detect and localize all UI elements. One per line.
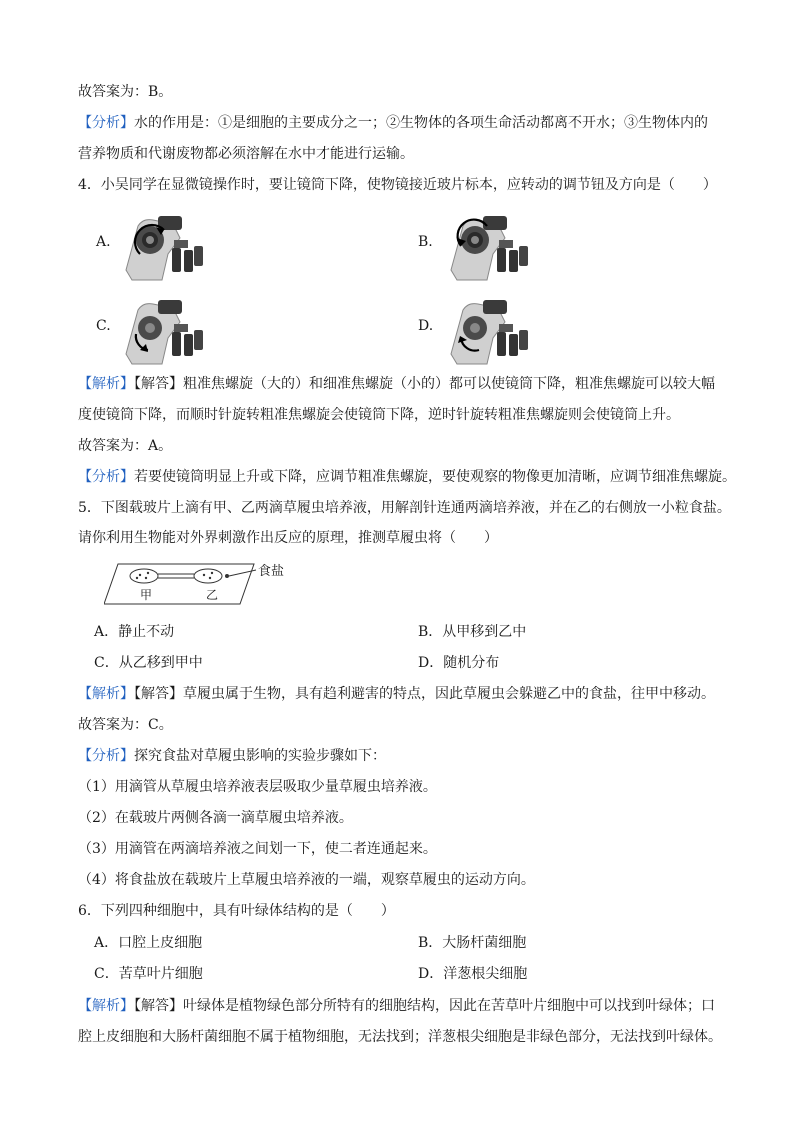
jiexi-tag: 【解析】 — [78, 998, 134, 1014]
q6-option-d: D．洋葱根尖细胞 — [418, 966, 528, 982]
q3-analysis-text: 水的作用是：①是细胞的主要成分之一；②生物体的各项生命活动都离不开水；③生物体内的 — [134, 115, 708, 131]
q6-explain-text: 叶绿体是植物绿色部分所特有的细胞结构，因此在苦草叶片细胞中可以找到叶绿体；口 — [183, 998, 715, 1014]
jieda-tag: 【解答】 — [134, 998, 183, 1014]
q5-step-4: （4）将食盐放在载玻片上草履虫培养液的一端，观察草履虫的运动方向。 — [78, 872, 535, 888]
q5-stem-line2: 请你利用生物能对外界刺激作出反应的原理，推测草履虫将（ ） — [78, 530, 498, 546]
q5-step-1: （1）用滴管从草履虫培养液表层吸取少量草履虫培养液。 — [78, 779, 437, 795]
q5-option-c: C．从乙移到甲中 — [94, 655, 203, 671]
microscope-image-a — [118, 210, 208, 282]
jia-label: 甲 — [140, 588, 153, 602]
q5-step-2: （2）在载玻片两侧各滴一滴草履虫培养液。 — [78, 810, 353, 826]
q6-option-c: C．苦草叶片细胞 — [94, 966, 203, 982]
analysis-tag: 【分析】 — [78, 469, 134, 485]
microscope-image-c — [118, 294, 208, 366]
q6-option-a: A．口腔上皮细胞 — [94, 935, 203, 951]
q4-explain-line2: 度使镜筒下降，而顺时针旋转粗准焦螺旋会使镜筒下降，逆时针旋转粗准焦螺旋则会使镜筒上升。 — [78, 407, 680, 423]
q5-option-a: A．静止不动 — [94, 624, 175, 640]
microscope-image-b — [443, 210, 533, 282]
jiexi-tag: 【解析】 — [78, 376, 134, 392]
q4-stem: 4．小吴同学在显微镜操作时，要让镜筒下降，使物镜接近玻片标本，应转动的调节钮及方向是（ ） — [78, 177, 717, 193]
q4-explain-text: 粗准焦螺旋（大的）和细准焦螺旋（小的）都可以使镜筒下降，粗准焦螺旋可以较大幅 — [183, 376, 715, 392]
analysis-tag: 【分析】 — [78, 115, 134, 131]
q5-explain — [78, 684, 758, 704]
jieda-tag: 【解答】 — [134, 686, 183, 702]
q5-option-b: B．从甲移到乙中 — [418, 624, 527, 640]
prev-answer: 故答案为：B。 — [78, 84, 173, 100]
q5-explain-text: 草履虫属于生物，具有趋利避害的特点，因此草履虫会躲避乙中的食盐，往甲中移动。 — [183, 686, 715, 702]
jiexi-tag: 【解析】 — [78, 686, 134, 702]
q4-option-a-label: A. — [96, 234, 111, 250]
q3-analysis-line1 — [78, 113, 758, 133]
q3-analysis-line2: 营养物质和代谢废物都必须溶解在水中才能进行运输。 — [78, 146, 414, 162]
analysis-tag: 【分析】 — [78, 748, 134, 764]
q4-analysis — [78, 467, 758, 487]
q5-option-d: D．随机分布 — [418, 655, 500, 671]
q6-stem: 6．下列四种细胞中，具有叶绿体结构的是（ ） — [78, 903, 395, 919]
microscope-image-d — [443, 294, 533, 366]
jieda-tag: 【解答】 — [134, 376, 183, 392]
q5-analysis-text: 探究食盐对草履虫影响的实验步骤如下： — [134, 748, 386, 764]
q4-answer: 故答案为：A。 — [78, 438, 173, 454]
q6-explain-line1 — [78, 996, 758, 1016]
q5-step-3: （3）用滴管在两滴培养液之间划一下，使二者连通起来。 — [78, 841, 437, 857]
q6-option-b: B．大肠杆菌细胞 — [418, 935, 527, 951]
salt-label: 食盐 — [258, 564, 285, 579]
q5-analysis — [78, 746, 758, 766]
q4-option-c-label: C. — [96, 318, 111, 334]
q5-stem-line1: 5．下图载玻片上滴有甲、乙两滴草履虫培养液，用解剖针连通两滴培养液，并在乙的右侧放一小粒食盐。 — [78, 500, 731, 516]
q6-explain-line2: 腔上皮细胞和大肠杆菌细胞不属于植物细胞，无法找到；洋葱根尖细胞是非绿色部分，无法找到叶绿体。 — [78, 1029, 722, 1045]
q5-answer: 故答案为：C。 — [78, 717, 173, 733]
q4-option-d-label: D. — [418, 318, 434, 334]
q4-option-b-label: B. — [418, 234, 433, 250]
q4-explain-line1 — [78, 374, 758, 394]
yi-label: 乙 — [206, 588, 219, 602]
q4-analysis-text: 若要使镜筒明显上升或下降，应调节粗准焦螺旋，要使观察的物像更加清晰，应调节细准焦螺旋。 — [134, 469, 736, 485]
